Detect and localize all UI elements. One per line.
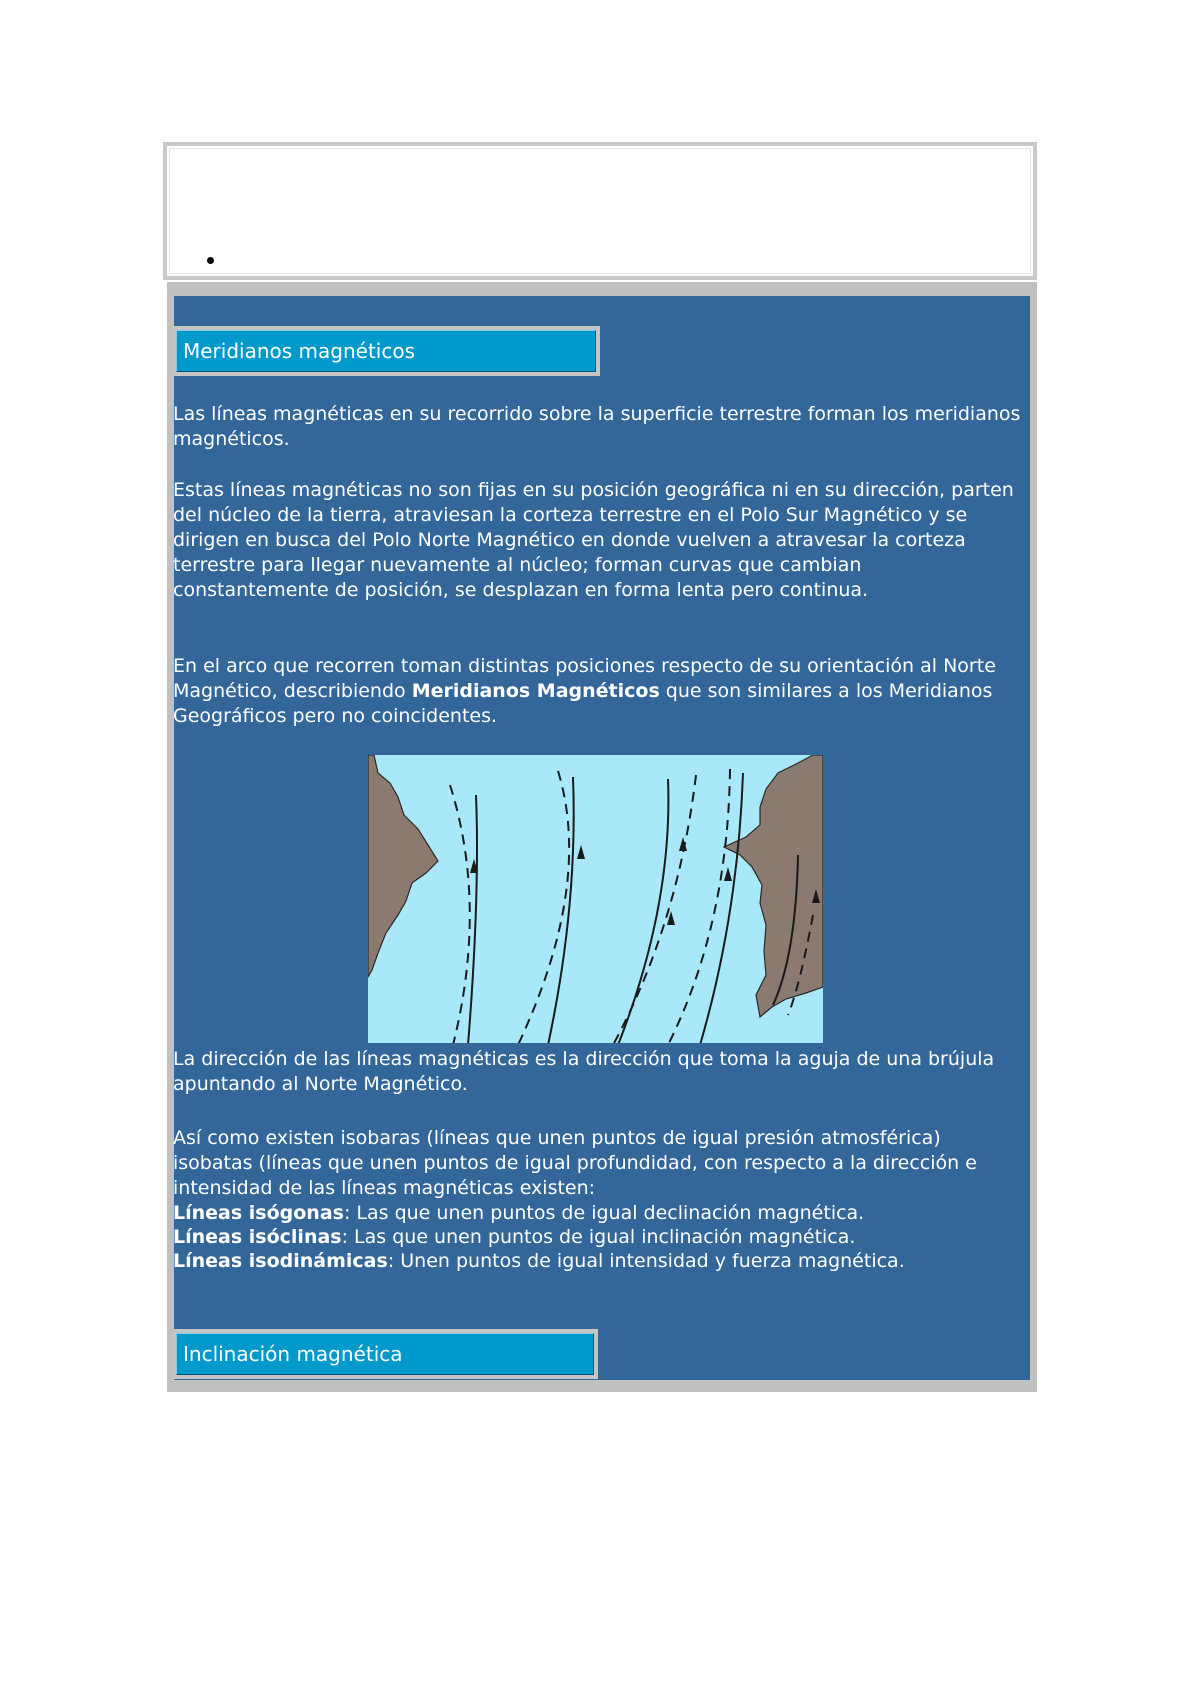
top-frame [163,142,1037,280]
paragraph-compass: La dirección de las líneas magnéticas es la dirección que toma la aguja de una brújula apuntando al Norte Magnético. [173,1048,995,1095]
list-bullet [207,257,214,264]
paragraph-meridians-end: que son similares a los Meridianos Geográficos pero no coincidentes. [173,680,993,727]
paragraph-meridians-bold: Meridianos Magnéticos [411,680,660,702]
definition-isodinamicas [173,1249,1023,1274]
section-heading-label: Meridianos magnéticos [176,330,596,372]
definition-term: Líneas isóclinas [173,1226,342,1248]
paragraph-isolines: Así como existen isobaras (líneas que unen puntos de igual presión atmosférica) isobatas (líneas que unen puntos de igual profundidad, con respecto a la dirección e intensidad de las líneas magnéticas existen: [173,1127,977,1199]
definition-isoclinas [173,1225,1023,1250]
magnetic-meridians-illustration [368,755,823,1043]
paragraph-meridians-start: En el arco que recorren toman distintas posiciones respecto de su orientación al Norte Magnético, describiendo [173,655,996,702]
definition-text: : Las que unen puntos de igual declinación magnética. [343,1202,865,1224]
definition-term: Líneas isodinámicas [173,1250,388,1272]
paragraph-intro: Las líneas magnéticas en su recorrido sobre la superficie terrestre forman los meridianos magnéticos. [173,403,1021,450]
top-frame-inner [169,148,1031,274]
section-heading-meridianos [172,326,600,376]
definition-term: Líneas isógonas [173,1202,344,1224]
section-heading-label: Inclinación magnética [176,1333,594,1375]
paragraph-meridians [173,654,1023,729]
definition-isogonas [173,1201,1023,1226]
definition-text: : Las que unen puntos de igual inclinación magnética. [341,1226,856,1248]
section-heading-inclinacion [172,1329,598,1379]
definition-text: : Unen puntos de igual intensidad y fuerza magnética. [387,1250,905,1272]
paragraph-movement: Estas líneas magnéticas no son fijas en su posición geográfica ni en su dirección, parten del núcleo de la tierra, atraviesan la corteza terrestre en el Polo Sur Magnético y se dirigen en busca del Polo Norte Magnético en donde vuelven a atravesar la corteza terrestre para llegar nuevamente al núcleo; forman curvas que cambian constantemente de posición, se desplazan en forma lenta pero continua. [173,479,1014,601]
